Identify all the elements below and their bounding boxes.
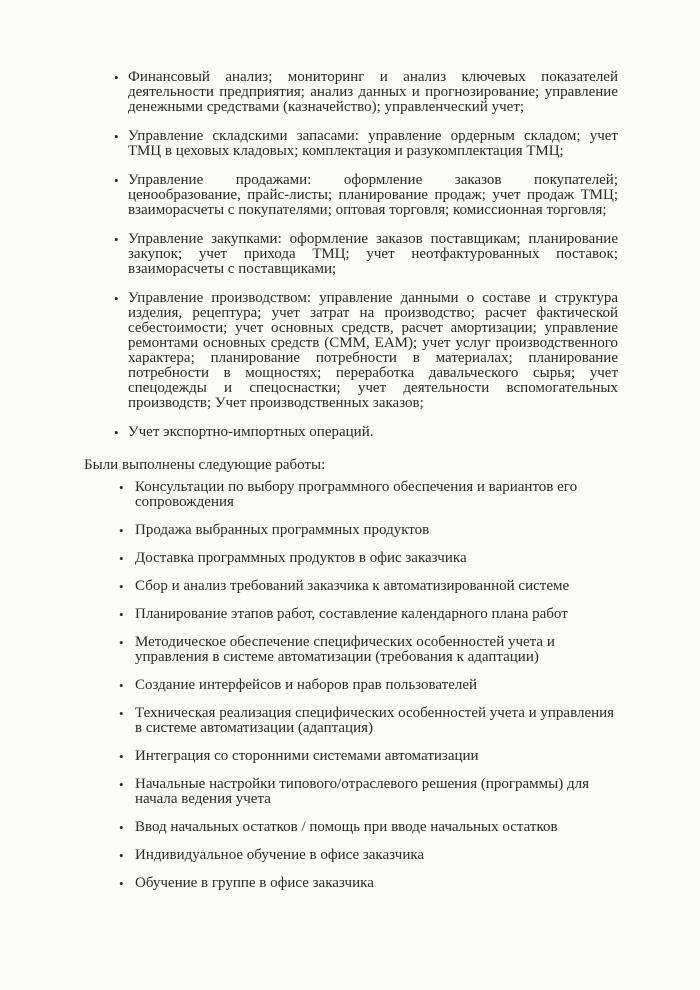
list-item — [119, 550, 615, 566]
list-item — [119, 847, 615, 863]
list-item — [119, 606, 615, 622]
bullet-icon: • — [119, 848, 124, 863]
list-item-text: Управление производством: управление данными о составе и структура изделия, рецептура; учет затрат на производство; расчет фактической себестоимости; учет основных средств, расчет амортизации; управление ремонтами основных средств (СММ, ЕАМ); учет услуг производственного характера; планирование потребности в материалах; планирование потребности в мощностях; переработка давальческого сырья; учет спецодежды и спецоснастки; учет деятельности вспомогательных производств; Учет производственных заказов; — [128, 290, 618, 411]
list-item-text: Продажа выбранных программных продуктов — [135, 522, 430, 538]
list-item — [119, 677, 615, 693]
list-item-text: Доставка программных продуктов в офис заказчика — [135, 550, 467, 566]
bullet-icon: • — [119, 749, 124, 764]
bullet-icon: • — [119, 551, 124, 566]
list-item — [114, 69, 618, 115]
list-item-text: Учет экспортно-импортных операций. — [128, 424, 374, 440]
list-item-text: Техническая реализация специфических особенностей учета и управления в системе автоматизации (адаптация) — [135, 705, 615, 736]
bullet-icon: • — [114, 232, 119, 247]
list-item-text: Сбор и анализ требований заказчика к автоматизированной системе — [135, 578, 570, 594]
list-item-text: Планирование этапов работ, составление календарного плана работ — [135, 606, 568, 622]
list-item-text: Создание интерфейсов и наборов прав пользователей — [135, 677, 478, 693]
list-item — [119, 819, 615, 835]
bullet-icon: • — [119, 706, 124, 721]
list-item-text: Интеграция со сторонними системами автоматизации — [135, 748, 479, 764]
bullet-icon: • — [119, 678, 124, 693]
bullet-icon: • — [114, 291, 119, 306]
list-item-text: Начальные настройки типового/отраслевого решения (программы) для начала ведения учета — [135, 776, 590, 807]
bullet-icon: • — [114, 173, 119, 188]
bullet-icon: • — [119, 777, 124, 792]
modules-list — [114, 69, 618, 454]
list-item — [119, 776, 615, 807]
list-item — [119, 634, 615, 665]
bullet-icon: • — [114, 129, 119, 144]
works-intro: Были выполнены следующие работы: — [84, 457, 326, 473]
list-item — [114, 172, 618, 218]
list-item — [119, 875, 615, 891]
bullet-icon: • — [114, 70, 119, 85]
list-item-text: Управление складскими запасами: управление ордерным складом; учет ТМЦ в цеховых кладовых; комплектация и разукомплектация ТМЦ; — [128, 128, 618, 159]
list-item — [114, 424, 618, 440]
list-item — [119, 705, 615, 736]
list-item-text: Управление продажами: оформление заказов покупателей; ценообразование, прайс-листы; планирование продаж; учет продаж ТМЦ; взаиморасчеты с покупателями; оптовая торговля; комиссионная торговля; — [128, 172, 618, 218]
list-item — [114, 231, 618, 277]
bullet-icon: • — [119, 579, 124, 594]
works-list — [119, 479, 615, 904]
list-item-text: Финансовый анализ; мониторинг и анализ ключевых показателей деятельности предприятия; анализ данных и прогнозирование; управление денежными средствами (казначейство); управленческий учет; — [128, 69, 618, 115]
list-item — [114, 128, 618, 159]
bullet-icon: • — [119, 876, 124, 891]
list-item-text: Управление закупками: оформление заказов поставщикам; планирование закупок; учет прихода ТМЦ; учет неотфактурованных поставок; взаиморасчеты с поставщиками; — [128, 231, 618, 277]
list-item — [119, 578, 615, 594]
bullet-icon: • — [114, 425, 119, 440]
list-item-text: Ввод начальных остатков / помощь при вводе начальных остатков — [135, 819, 558, 835]
list-item — [119, 748, 615, 764]
bullet-icon: • — [119, 820, 124, 835]
bullet-icon: • — [119, 480, 124, 495]
list-item — [119, 522, 615, 538]
list-item-text: Индивидуальное обучение в офисе заказчика — [135, 847, 425, 863]
list-item-text: Обучение в группе в офисе заказчика — [135, 875, 374, 891]
list-item-text: Методическое обеспечение специфических особенностей учета и управления в системе автоматизации (требования к адаптации) — [135, 634, 555, 665]
list-item — [119, 479, 615, 510]
list-item — [114, 290, 618, 411]
list-item-text: Консультации по выбору программного обеспечения и вариантов его сопровождения — [135, 479, 578, 510]
bullet-icon: • — [119, 607, 124, 622]
bullet-icon: • — [119, 523, 124, 538]
bullet-icon: • — [119, 635, 124, 650]
